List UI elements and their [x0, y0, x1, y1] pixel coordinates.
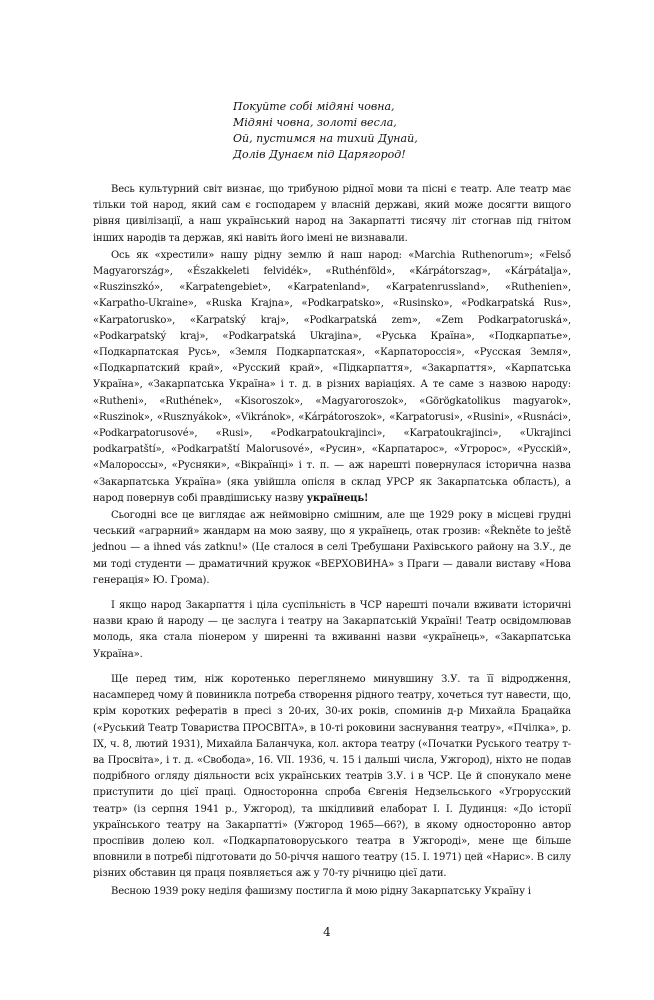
- paragraph-names-text: Ось як «хрестили» нашу рідну землю й наш народ: «Marchia Ruthenorum»; «Felső Magyarország», «Északkeleti felvidék», «Ruthénföld», «Kárpátorszag», «Kárpátalja», «Ruszinszkó», «Karpatengebiet», «Karpatenland», «Karpatenrussland», «Ruthenien», «Karpatho-Ukraine», «Ruska Krajna», «Podkarpatsko», «Rusinsko», «Podkarpatská Rus», «Karpatorusko», «Karpatský kraj», «Podkarpatská zem», «Zem Podkarpatoruská», «Podkarpatský kraj», «Podkarpatská Ukrajina», «Руська Країна», «Подкарпатье», «Подкарпатская Русь», «Земля Подкарпатская», «Карпатороссія», «Русская Земля», «Подкарпатский край», «Русский край», «Підкарпаття», «Закарпаття», «Карпатська Україна», «Закарпатська Україна» і т. д. в різних варіаціях. А те саме з назвою народу: «Rutheni», «Ruthének», «Kisoroszok», «Magyaroroszok», «Görögkatolikus magyarok», «Ruszinok», «Rusznyákok», «Vikránok», «Kárpátoroszok», «Karpatorusi», «Rusini», «Rusnáci», «Podkarpatorusové», «Rusi», «Podkarpatoukrajinci», «Karpatoukrajinci», «Ukrajinci podkarpatští», «Podkarpatští Malorusové», «Русин», «Карпатарос», «Угророс», «Русскій», «Малороссы», «Русняки», «Вікраїнці» і т. п. — аж нарешті повернулася історична назва «Закарпатська Україна» (яка увійшла опісля в склад УРСР як Закарпатська область), а народ повернув собі правдішиську назву: [93, 249, 571, 504]
- poem-line: Долів Дунаєм під Царягород!: [233, 148, 406, 161]
- paragraph-gendarme-anecdote: Сьогодні все це виглядає аж неймовірно смішним, але ще 1929 року в місцеві грудні чеський «аграрний» жандарм на мою заяву, що я українець, отак грозив: «Řekněte to ještě jednou — a ihned vás zatknu!» (Це сталося в селі Требушани Рахівського району на З.У., де ми тоді студенти — драматичний кружок «ВЕРХОВИНА» з Праги — давали виставу «Нова генерація» Ю. Грома).: [93, 510, 571, 586]
- paragraph-names-list: [93, 248, 571, 507]
- paragraph-sources-review: Ще перед тим, ніж коротенько переглянемо минувшину З.У. та її відродження, насамперед чому й повиникла потреба створення рідного театру, хочеться тут навести, що, крім коротких рефератів в пресі з 20-их, 30-их років, споминів д-р Михайла Брацайка («Руський Театр Товариства ПРОСВІТА», в 10-ті роковини заснування театру», «Пчілка», р. IX, ч. 8, лютий 1931), Михайла Баланчука, кол. актора театру («Початки Руського театру т-ва Просвіта», і т. д. «Свобода», 16. VII. 1936, ч. 15 і дальші числа, Ужгород), ніхто не подав подрібного огляду діяльности всіх українських театрів З.У. і в ЧСР. Це й спонукало мене приступити до цієї праці. Односторонна спроба Євгенія Недзельського «Угрорусский театр» (із серпня 1941 р., Ужгород), та шкідливий елаборат І. І. Дудинця: «До історії українського театру на Закарпатті» (Ужгород 1965—66?), в якому односторонно автор проспівив долею кол. «Подкарпатоворуського театра в Ужгороді», мене ще більше вповнили в потребі підготовати до 50-річчя нашого театру (15. І. 1971) цей «Нарис». В силу різних обставин ця праця появляється аж у 70-ту річницю цієї дати.: [93, 673, 571, 880]
- body-text: [93, 182, 571, 900]
- poem-line: Мідяні човна, золоті весла,: [233, 116, 397, 129]
- poem-line: Ой, пустимся на тихий Дунай,: [233, 132, 418, 145]
- paragraph-theatre-tribune: Весь культурний світ визнає, що трибуною рідної мови та пісні є театр. Але театр має тільки той народ, який сам є господарем у власній державі, який може досягти вищого рівня цивілізації, а наш український народ на Закарпатті тисячу літ стогнав під гнітом інших народів та держав, які навіть його імені не визнавали.: [93, 184, 571, 244]
- poem-epigraph: [233, 99, 573, 163]
- paragraph-spring-1939: Весною 1939 року неділя фашизму постигла й мою рідну Закарпатську Україну і: [111, 885, 531, 897]
- paragraph-theatre-merit: І якщо народ Закарпаття і ціла суспільність в ЧСР нарешті почали вживати історичні назви краю й народу — це заслуга і театру на Закарпатській Україні! Театр освідомлював молодь, яка стала піонером у ширенні та вживанні назви «українець», «Закарпатська Україна».: [93, 600, 571, 660]
- page-number: 4: [323, 925, 331, 939]
- emphasis-ukrainets: українець!: [306, 492, 369, 504]
- poem-line: Покуйте собі мідяні човна,: [233, 100, 395, 113]
